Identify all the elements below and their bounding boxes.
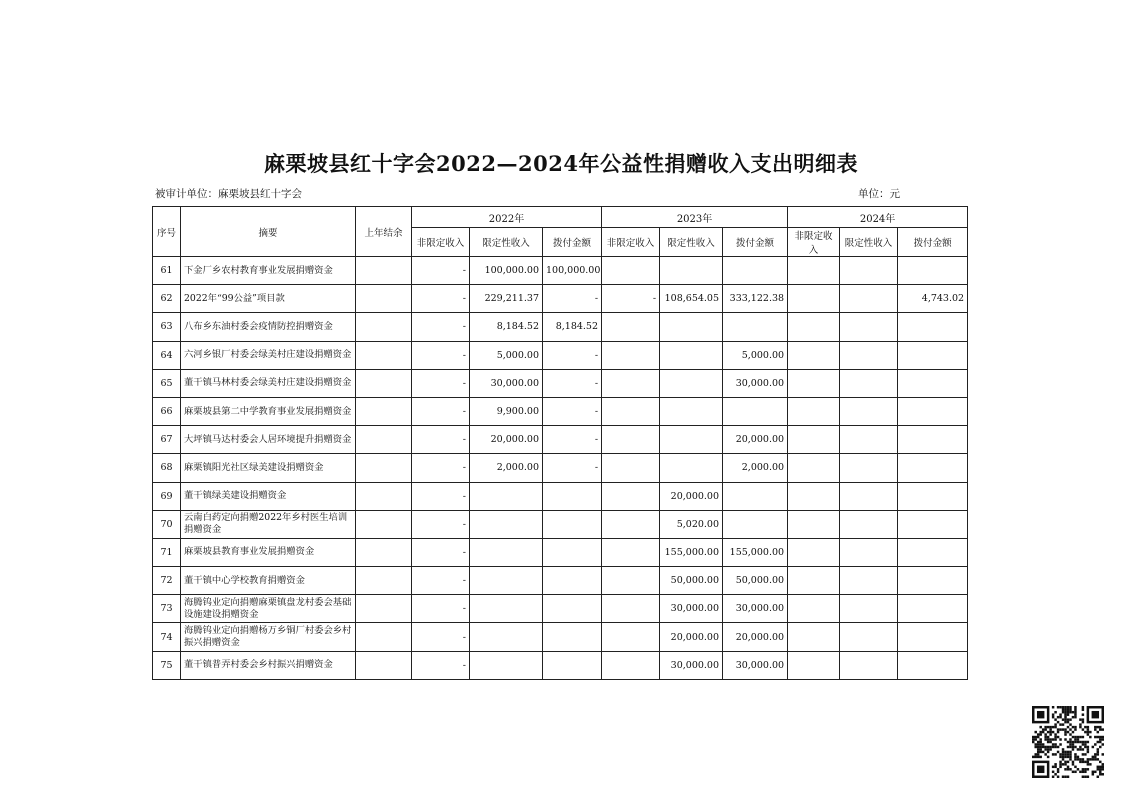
cell-y2022-unrestricted-income: - — [412, 454, 470, 482]
row-summary: 八布乡东油村委会疫情防控捐赠资金 — [181, 313, 356, 341]
donation-detail-table — [152, 206, 968, 680]
cell-y2023-restricted-income: 30,000.00 — [660, 595, 723, 623]
cell-y2022-unrestricted-income: - — [412, 341, 470, 369]
cell-y2022-unrestricted-income: - — [412, 369, 470, 397]
cell-y2024-disbursed-amount — [898, 397, 968, 425]
cell-y2023-disbursed-amount: 50,000.00 — [723, 567, 788, 595]
cell-y2022-disbursed-amount: - — [543, 341, 602, 369]
cell-y2024-restricted-income — [840, 482, 898, 510]
cell-y2024-unrestricted-income — [788, 341, 840, 369]
table-row — [153, 426, 968, 454]
cell-y2024-unrestricted-income — [788, 397, 840, 425]
header-year-2023: 2023年 — [602, 207, 788, 228]
cell-y2023-restricted-income: 20,000.00 — [660, 482, 723, 510]
cell-y2022-disbursed-amount: - — [543, 285, 602, 313]
cell-y2023-disbursed-amount: 30,000.00 — [723, 369, 788, 397]
cell-y2022-unrestricted-income: - — [412, 426, 470, 454]
cell-y2023-disbursed-amount — [723, 257, 788, 285]
cell-y2022-unrestricted-income: - — [412, 313, 470, 341]
cell-y2024-disbursed-amount — [898, 510, 968, 538]
cell-y2024-unrestricted-income — [788, 482, 840, 510]
row-prior-balance — [356, 397, 412, 425]
row-index: 64 — [153, 341, 181, 369]
cell-y2022-restricted-income: 229,211.37 — [470, 285, 543, 313]
header-restricted-income: 限定性收入 — [660, 228, 723, 257]
cell-y2024-unrestricted-income — [788, 651, 840, 679]
cell-y2022-restricted-income: 9,900.00 — [470, 397, 543, 425]
row-index: 67 — [153, 426, 181, 454]
cell-y2024-restricted-income — [840, 426, 898, 454]
cell-y2022-disbursed-amount: - — [543, 454, 602, 482]
row-summary: 麻栗镇阳光社区绿美建设捐赠资金 — [181, 454, 356, 482]
table-row — [153, 482, 968, 510]
cell-y2022-restricted-income — [470, 482, 543, 510]
cell-y2022-restricted-income — [470, 510, 543, 538]
row-summary: 海腾钨业定向捐赠麻栗镇盘龙村委会基础设施建设捐赠资金 — [181, 595, 356, 623]
row-summary: 海腾钨业定向捐赠杨万乡铜厂村委会乡村振兴捐赠资金 — [181, 623, 356, 651]
cell-y2023-disbursed-amount: 2,000.00 — [723, 454, 788, 482]
cell-y2022-restricted-income: 2,000.00 — [470, 454, 543, 482]
cell-y2023-disbursed-amount: 30,000.00 — [723, 595, 788, 623]
cell-y2022-restricted-income: 100,000.00 — [470, 257, 543, 285]
row-index: 69 — [153, 482, 181, 510]
cell-y2024-disbursed-amount: 4,743.02 — [898, 285, 968, 313]
cell-y2022-unrestricted-income: - — [412, 651, 470, 679]
cell-y2022-restricted-income: 30,000.00 — [470, 369, 543, 397]
row-index: 63 — [153, 313, 181, 341]
cell-y2023-unrestricted-income — [602, 454, 660, 482]
cell-y2023-unrestricted-income — [602, 426, 660, 454]
cell-y2024-disbursed-amount — [898, 426, 968, 454]
cell-y2023-restricted-income — [660, 369, 723, 397]
cell-y2023-unrestricted-income — [602, 313, 660, 341]
row-index: 66 — [153, 397, 181, 425]
cell-y2024-restricted-income — [840, 623, 898, 651]
table-row — [153, 257, 968, 285]
cell-y2023-disbursed-amount — [723, 482, 788, 510]
table-row — [153, 651, 968, 679]
cell-y2022-unrestricted-income: - — [412, 257, 470, 285]
row-prior-balance — [356, 454, 412, 482]
row-prior-balance — [356, 341, 412, 369]
table-row — [153, 369, 968, 397]
cell-y2023-restricted-income — [660, 426, 723, 454]
cell-y2024-restricted-income — [840, 454, 898, 482]
row-summary: 下金厂乡农村教育事业发展捐赠资金 — [181, 257, 356, 285]
header-restricted-income: 限定性收入 — [470, 228, 543, 257]
row-prior-balance — [356, 595, 412, 623]
row-prior-balance — [356, 369, 412, 397]
cell-y2024-disbursed-amount — [898, 623, 968, 651]
cell-y2024-unrestricted-income — [788, 567, 840, 595]
cell-y2023-restricted-income — [660, 341, 723, 369]
row-summary: 麻栗坡县第二中学教育事业发展捐赠资金 — [181, 397, 356, 425]
page-title: 麻栗坡县红十字会2022—2024年公益性捐赠收入支出明细表 — [264, 151, 858, 176]
row-summary: 六河乡银厂村委会绿美村庄建设捐赠资金 — [181, 341, 356, 369]
cell-y2023-unrestricted-income — [602, 538, 660, 566]
cell-y2022-disbursed-amount — [543, 538, 602, 566]
cell-y2022-unrestricted-income: - — [412, 285, 470, 313]
cell-y2023-disbursed-amount: 20,000.00 — [723, 623, 788, 651]
header-disbursed-amount: 拨付金额 — [543, 228, 602, 257]
header-index: 序号 — [153, 207, 181, 257]
cell-y2023-restricted-income: 5,020.00 — [660, 510, 723, 538]
table-row — [153, 623, 968, 651]
table-row — [153, 313, 968, 341]
cell-y2023-restricted-income: 108,654.05 — [660, 285, 723, 313]
cell-y2023-restricted-income: 30,000.00 — [660, 651, 723, 679]
cell-y2024-disbursed-amount — [898, 567, 968, 595]
cell-y2022-disbursed-amount — [543, 567, 602, 595]
row-prior-balance — [356, 567, 412, 595]
cell-y2022-restricted-income — [470, 651, 543, 679]
cell-y2023-unrestricted-income — [602, 341, 660, 369]
cell-y2022-restricted-income — [470, 595, 543, 623]
cell-y2022-disbursed-amount: - — [543, 369, 602, 397]
cell-y2024-unrestricted-income — [788, 369, 840, 397]
cell-y2024-disbursed-amount — [898, 651, 968, 679]
cell-y2024-unrestricted-income — [788, 623, 840, 651]
cell-y2024-unrestricted-income — [788, 285, 840, 313]
cell-y2023-disbursed-amount — [723, 397, 788, 425]
cell-y2023-restricted-income — [660, 454, 723, 482]
row-prior-balance — [356, 623, 412, 651]
row-summary: 云南白药定向捐赠2022年乡村医生培训捐赠资金 — [181, 510, 356, 538]
cell-y2022-restricted-income — [470, 623, 543, 651]
cell-y2022-unrestricted-income: - — [412, 595, 470, 623]
cell-y2022-disbursed-amount: - — [543, 426, 602, 454]
audited-unit: 被审计单位：麻栗坡县红十字会 — [155, 188, 302, 200]
cell-y2023-unrestricted-income: - — [602, 285, 660, 313]
cell-y2023-unrestricted-income — [602, 482, 660, 510]
table-row — [153, 285, 968, 313]
row-index: 71 — [153, 538, 181, 566]
cell-y2024-restricted-income — [840, 341, 898, 369]
cell-y2022-restricted-income: 5,000.00 — [470, 341, 543, 369]
cell-y2024-restricted-income — [840, 285, 898, 313]
cell-y2024-unrestricted-income — [788, 538, 840, 566]
header-unrestricted-income: 非限定收入 — [788, 228, 840, 257]
header-prior-balance: 上年结余 — [356, 207, 412, 257]
cell-y2023-unrestricted-income — [602, 257, 660, 285]
cell-y2022-restricted-income — [470, 538, 543, 566]
cell-y2022-disbursed-amount: 8,184.52 — [543, 313, 602, 341]
header-unrestricted-income: 非限定收入 — [412, 228, 470, 257]
cell-y2023-restricted-income — [660, 397, 723, 425]
cell-y2022-disbursed-amount: - — [543, 397, 602, 425]
cell-y2022-restricted-income: 8,184.52 — [470, 313, 543, 341]
cell-y2024-disbursed-amount — [898, 482, 968, 510]
cell-y2024-unrestricted-income — [788, 313, 840, 341]
row-prior-balance — [356, 538, 412, 566]
cell-y2024-disbursed-amount — [898, 595, 968, 623]
row-summary: 董干镇绿美建设捐赠资金 — [181, 482, 356, 510]
cell-y2023-restricted-income — [660, 313, 723, 341]
cell-y2024-restricted-income — [840, 313, 898, 341]
cell-y2024-unrestricted-income — [788, 257, 840, 285]
cell-y2023-unrestricted-income — [602, 369, 660, 397]
row-index: 73 — [153, 595, 181, 623]
cell-y2024-disbursed-amount — [898, 257, 968, 285]
header-restricted-income: 限定性收入 — [840, 228, 898, 257]
cell-y2024-restricted-income — [840, 567, 898, 595]
row-summary: 董干镇马林村委会绿美村庄建设捐赠资金 — [181, 369, 356, 397]
header-year-2022: 2022年 — [412, 207, 602, 228]
table-row — [153, 454, 968, 482]
table-row — [153, 538, 968, 566]
table-row — [153, 567, 968, 595]
table-row — [153, 595, 968, 623]
cell-y2023-unrestricted-income — [602, 510, 660, 538]
header-disbursed-amount: 拨付金额 — [723, 228, 788, 257]
cell-y2024-unrestricted-income — [788, 510, 840, 538]
cell-y2023-disbursed-amount: 20,000.00 — [723, 426, 788, 454]
row-index: 61 — [153, 257, 181, 285]
cell-y2024-unrestricted-income — [788, 426, 840, 454]
cell-y2024-disbursed-amount — [898, 454, 968, 482]
cell-y2023-disbursed-amount: 333,122.38 — [723, 285, 788, 313]
cell-y2023-unrestricted-income — [602, 567, 660, 595]
row-summary: 麻栗坡县教育事业发展捐赠资金 — [181, 538, 356, 566]
row-index: 74 — [153, 623, 181, 651]
cell-y2023-disbursed-amount: 5,000.00 — [723, 341, 788, 369]
cell-y2023-restricted-income — [660, 257, 723, 285]
cell-y2023-restricted-income: 155,000.00 — [660, 538, 723, 566]
row-summary: 董干镇普弄村委会乡村振兴捐赠资金 — [181, 651, 356, 679]
table-row — [153, 341, 968, 369]
cell-y2024-restricted-income — [840, 397, 898, 425]
table-row — [153, 397, 968, 425]
cell-y2022-unrestricted-income: - — [412, 397, 470, 425]
cell-y2024-restricted-income — [840, 257, 898, 285]
cell-y2023-disbursed-amount: 155,000.00 — [723, 538, 788, 566]
row-prior-balance — [356, 482, 412, 510]
row-summary: 董干镇中心学校教育捐赠资金 — [181, 567, 356, 595]
row-prior-balance — [356, 257, 412, 285]
currency-unit: 单位：元 — [858, 188, 900, 200]
row-summary: 2022年“99公益”项目款 — [181, 285, 356, 313]
row-prior-balance — [356, 426, 412, 454]
row-index: 72 — [153, 567, 181, 595]
header-summary: 摘要 — [181, 207, 356, 257]
header-unrestricted-income: 非限定收入 — [602, 228, 660, 257]
cell-y2024-unrestricted-income — [788, 595, 840, 623]
cell-y2022-disbursed-amount: 100,000.00 — [543, 257, 602, 285]
cell-y2023-unrestricted-income — [602, 623, 660, 651]
cell-y2022-unrestricted-income: - — [412, 623, 470, 651]
cell-y2024-restricted-income — [840, 369, 898, 397]
cell-y2023-disbursed-amount: 30,000.00 — [723, 651, 788, 679]
cell-y2023-restricted-income: 20,000.00 — [660, 623, 723, 651]
cell-y2022-disbursed-amount — [543, 510, 602, 538]
cell-y2023-unrestricted-income — [602, 397, 660, 425]
cell-y2022-disbursed-amount — [543, 595, 602, 623]
row-index: 62 — [153, 285, 181, 313]
row-index: 70 — [153, 510, 181, 538]
cell-y2024-restricted-income — [840, 595, 898, 623]
cell-y2024-disbursed-amount — [898, 313, 968, 341]
row-prior-balance — [356, 285, 412, 313]
cell-y2022-unrestricted-income: - — [412, 538, 470, 566]
cell-y2024-restricted-income — [840, 651, 898, 679]
cell-y2022-restricted-income: 20,000.00 — [470, 426, 543, 454]
row-prior-balance — [356, 651, 412, 679]
row-index: 65 — [153, 369, 181, 397]
header-disbursed-amount: 拨付金额 — [898, 228, 968, 257]
cell-y2023-unrestricted-income — [602, 651, 660, 679]
cell-y2023-unrestricted-income — [602, 595, 660, 623]
cell-y2024-unrestricted-income — [788, 454, 840, 482]
cell-y2022-unrestricted-income: - — [412, 567, 470, 595]
row-summary: 大坪镇马达村委会人居环境提升捐赠资金 — [181, 426, 356, 454]
cell-y2022-disbursed-amount — [543, 482, 602, 510]
row-prior-balance — [356, 313, 412, 341]
cell-y2022-restricted-income — [470, 567, 543, 595]
header-year-2024: 2024年 — [788, 207, 968, 228]
cell-y2024-restricted-income — [840, 538, 898, 566]
table-row — [153, 510, 968, 538]
cell-y2023-restricted-income: 50,000.00 — [660, 567, 723, 595]
cell-y2024-restricted-income — [840, 510, 898, 538]
cell-y2023-disbursed-amount — [723, 313, 788, 341]
cell-y2024-disbursed-amount — [898, 369, 968, 397]
cell-y2024-disbursed-amount — [898, 341, 968, 369]
cell-y2022-unrestricted-income: - — [412, 482, 470, 510]
row-prior-balance — [356, 510, 412, 538]
cell-y2023-disbursed-amount — [723, 510, 788, 538]
cell-y2022-disbursed-amount — [543, 623, 602, 651]
row-index: 68 — [153, 454, 181, 482]
qr-code-icon — [1032, 706, 1104, 778]
cell-y2022-unrestricted-income: - — [412, 510, 470, 538]
cell-y2024-disbursed-amount — [898, 538, 968, 566]
row-index: 75 — [153, 651, 181, 679]
cell-y2022-disbursed-amount — [543, 651, 602, 679]
